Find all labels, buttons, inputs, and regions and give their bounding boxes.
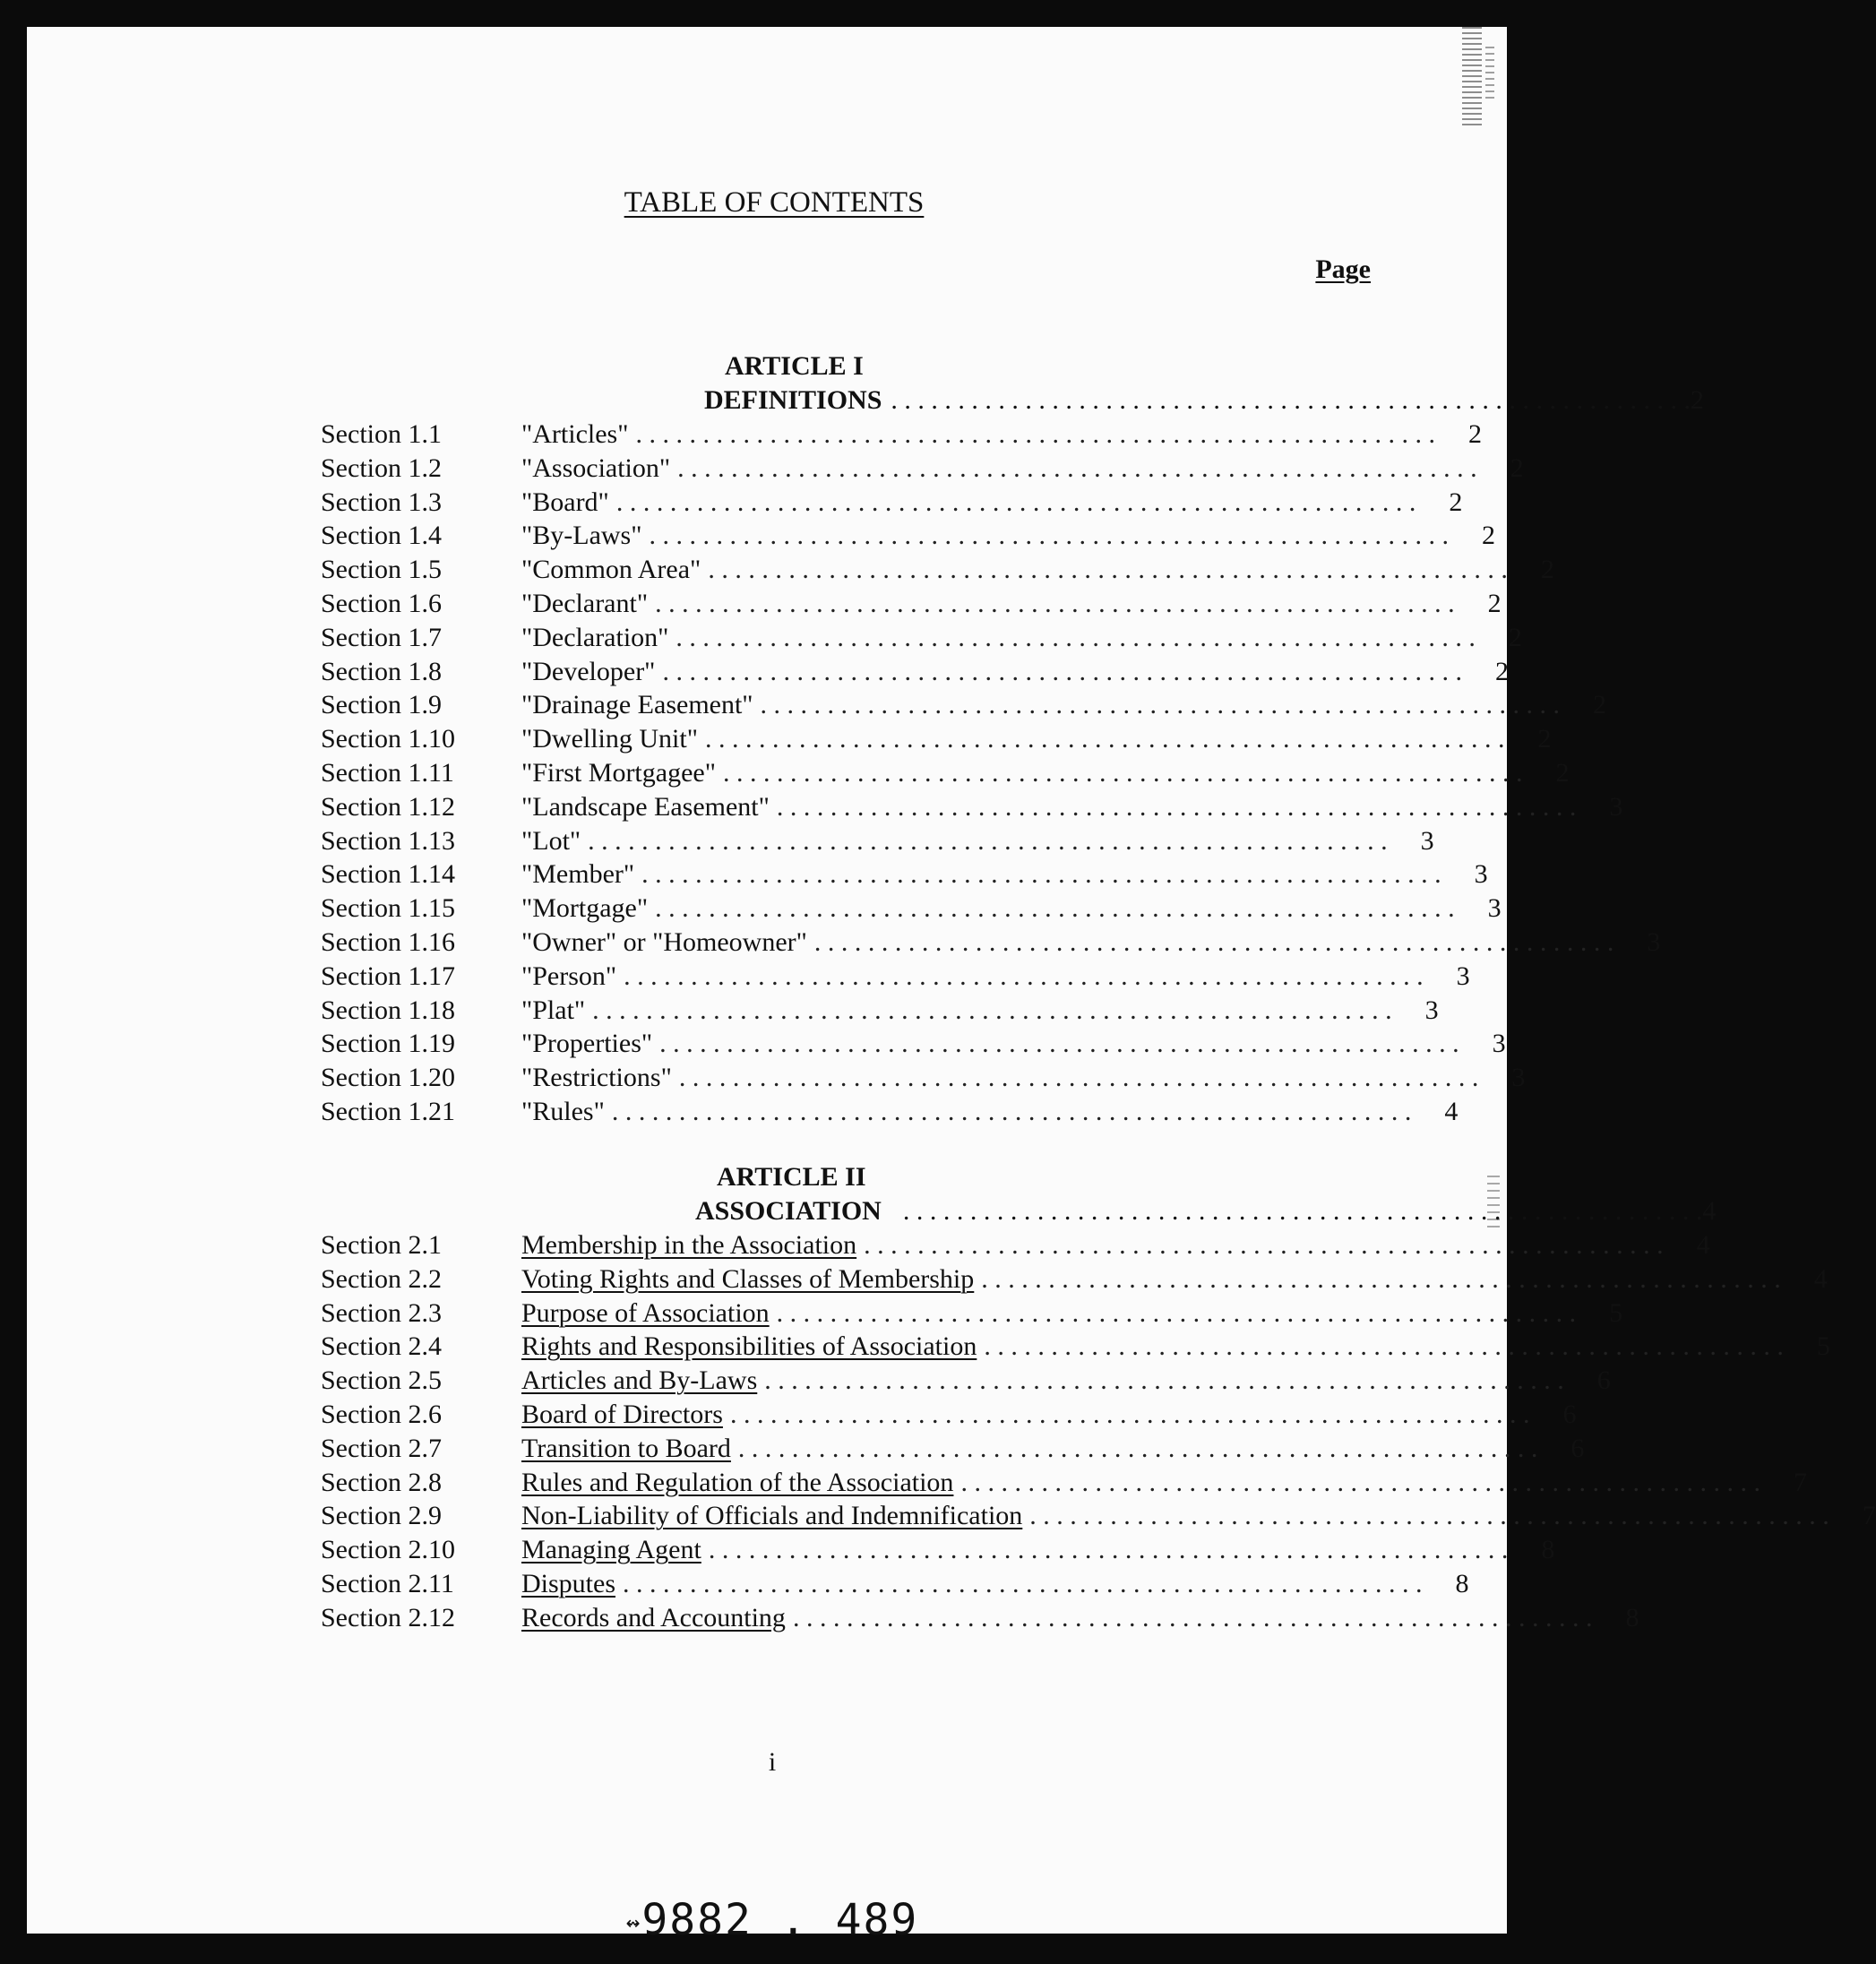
dot-leader: . . . . . . . . . . . . . . . . . . . . . . . . . . . . . . . . . . . . . . . . . . . . . . . . . . . . . . . . . . . . <box>659 1029 1459 1059</box>
article-page-number: 2 <box>1690 385 1704 415</box>
dot-leader: . . . . . . . . . . . . . . . . . . . . . . . . . . . . . . . . . . . . . . . . . . . . . . . . . . . . . . . . . . . . <box>792 1602 1593 1632</box>
section-title: "Declarant" <box>521 588 649 618</box>
section-number: Section 1.8 <box>321 656 442 686</box>
section-page-number: 2 <box>1555 757 1570 788</box>
section-title: "Lot" <box>521 825 581 856</box>
toc-entry <box>321 553 1554 587</box>
toc-entry <box>321 1228 1710 1262</box>
section-title: Disputes <box>521 1568 615 1598</box>
section-page-number: 3 <box>1609 791 1623 822</box>
section-title: "Member" <box>521 859 635 890</box>
dot-leader: . . . . . . . . . . . . . . . . . . . . . . . . . . . . . . . . . . . . . . . . . . . . . . . . . . . . . . . . . . . . <box>813 926 1614 957</box>
section-title: "By-Laws" <box>521 521 642 551</box>
toc-entry <box>321 926 1661 960</box>
toc-entry <box>321 1466 1807 1500</box>
dot-leader: . . . . . . . . . . . . . . . . . . . . . . . . . . . . . . . . . . . . . . . . . . . . . . . . . . . . . . . . . . . . <box>624 960 1424 991</box>
section-number: Section 2.11 <box>321 1568 454 1598</box>
section-number: Section 1.4 <box>321 521 442 551</box>
toc-entry <box>321 1027 1506 1061</box>
toc-entry <box>321 418 1482 452</box>
section-title: Purpose of Association <box>521 1297 770 1328</box>
toc-entry <box>321 1061 1526 1095</box>
dot-leader: . . . . . . . . . . . . . . . . . . . . . . . . . . . . . . . . . . . . . . . . . . . . . . . . . . . . . . . . . . . . <box>729 1399 1530 1429</box>
section-title: "Developer" <box>521 656 656 686</box>
section-page-number: 4 <box>1696 1230 1710 1260</box>
toc-entry <box>321 587 1502 621</box>
article-label: ARTICLE II <box>717 1162 866 1192</box>
article-title: DEFINITIONS <box>704 385 882 415</box>
dot-leader: . . . . . . . . . . . . . . . . . . . . . . . . . . . . . . . . . . . . . . . . . . . . . . . . . . . . . . . . . . . . <box>678 1063 1479 1093</box>
toc-entry <box>321 452 1524 486</box>
section-page-number: 2 <box>1467 419 1482 449</box>
section-number: Section 2.2 <box>321 1263 442 1294</box>
section-page-number: 2 <box>1537 724 1552 754</box>
dot-leader: . . . . . . . . . . . . . . . . . . . . . . . . . . . . . . . . . . . . . . . . . . . . . . . . . . . . . . . . . . . . <box>662 656 1462 686</box>
dot-leader: . . . . . . . . . . . . . . . . . . . . . . . . . . . . . . . . . . . . . . . . . . . . . . . . . . . . . . . . . . . . <box>592 995 1392 1025</box>
section-page-number: 3 <box>1492 1029 1506 1059</box>
section-number: Section 1.18 <box>321 995 455 1025</box>
section-page-number: 2 <box>1510 452 1524 483</box>
toc-entry <box>321 1601 1639 1635</box>
toc-entry <box>321 857 1488 892</box>
toc-entry <box>321 1499 1876 1533</box>
section-page-number: 6 <box>1562 1399 1577 1429</box>
dot-leader: . . . . . . . . . . . . . . . . . . . . . . . . . . . . . . . . . . . . . . . . . . . . . . . . . . . . . . . . . . . . <box>708 1535 1509 1565</box>
section-title: Membership in the Association <box>521 1230 857 1260</box>
section-page-number: 7 <box>1793 1467 1807 1497</box>
section-title: "First Mortgagee" <box>521 757 716 788</box>
toc-entry <box>321 1567 1469 1601</box>
dot-leader: . . . . . . . . . . . . . . . . . . . . . . . . . . . . . . . . . . . . . . . . . . . . . . . . . . . . . . . . . . . . <box>704 724 1505 754</box>
dot-leader: . . . . . . . . . . . . . . . . . . . . . . . . . . . . . . . . . . . . . . . . . . . . . . . . . . . . . . . . . . . . <box>902 1196 1703 1226</box>
toc-entry <box>321 790 1623 824</box>
dot-leader: . . . . . . . . . . . . . . . . . . . . . . . . . . . . . . . . . . . . . . . . . . . . . . . . . . . . . . . . . . . . <box>615 487 1416 517</box>
dot-leader: . . . . . . . . . . . . . . . . . . . . . . . . . . . . . . . . . . . . . . . . . . . . . . . . . . . . . . . . . . . . <box>676 622 1476 652</box>
section-number: Section 1.5 <box>321 555 442 585</box>
dot-leader: . . . . . . . . . . . . . . . . . . . . . . . . . . . . . . . . . . . . . . . . . . . . . . . . . . . . . . . . . . . . <box>764 1365 1564 1396</box>
section-number: Section 1.19 <box>321 1029 455 1059</box>
dot-leader: . . . . . . . . . . . . . . . . . . . . . . . . . . . . . . . . . . . . . . . . . . . . . . . . . . . . . . . . . . . . <box>611 1096 1412 1126</box>
dot-leader: . . . . . . . . . . . . . . . . . . . . . . . . . . . . . . . . . . . . . . . . . . . . . . . . . . . . . . . . . . . . <box>864 1230 1664 1260</box>
section-page-number: 4 <box>1813 1263 1828 1294</box>
section-title: "Board" <box>521 487 609 517</box>
section-title: "Properties" <box>521 1029 653 1059</box>
section-page-number: 5 <box>1609 1297 1623 1328</box>
toc-entry <box>321 1533 1555 1567</box>
section-title: Board of Directors <box>521 1399 723 1429</box>
dot-leader: . . . . . . . . . . . . . . . . . . . . . . . . . . . . . . . . . . . . . . . . . . . . . . . . . . . . . . . . . . . . <box>708 555 1508 585</box>
section-list <box>321 1228 1876 1635</box>
article-block <box>321 349 1704 1129</box>
article-title: ASSOCIATION <box>695 1196 882 1226</box>
page-column-label: Page <box>1315 254 1371 284</box>
section-number: Section 1.1 <box>321 419 442 449</box>
section-title: Records and Accounting <box>521 1602 786 1632</box>
stamp-number: 9882 . 489 <box>641 1895 919 1945</box>
toc-entry <box>321 722 1552 756</box>
toc-entry <box>321 892 1502 926</box>
document-stamp <box>32 1895 1512 1945</box>
section-title: Voting Rights and Classes of Membership <box>521 1263 975 1294</box>
section-page-number: 8 <box>1541 1535 1555 1565</box>
section-number: Section 1.13 <box>321 825 455 856</box>
section-title: Managing Agent <box>521 1535 701 1565</box>
dot-leader: . . . . . . . . . . . . . . . . . . . . . . . . . . . . . . . . . . . . . . . . . . . . . . . . . . . . . . . . . . . . <box>891 385 1691 415</box>
section-page-number: 2 <box>1508 622 1522 652</box>
section-number: Section 1.12 <box>321 791 455 822</box>
folio-page-number: i <box>768 1747 777 1777</box>
section-page-number: 5 <box>1816 1331 1830 1362</box>
section-number: Section 1.15 <box>321 893 455 924</box>
dot-leader: . . . . . . . . . . . . . . . . . . . . . . . . . . . . . . . . . . . . . . . . . . . . . . . . . . . . . . . . . . . . <box>981 1263 1781 1294</box>
scan-speck <box>1485 45 1494 99</box>
dot-leader: . . . . . . . . . . . . . . . . . . . . . . . . . . . . . . . . . . . . . . . . . . . . . . . . . . . . . . . . . . . . <box>1029 1501 1829 1531</box>
page-title: TABLE OF CONTENTS <box>624 186 925 219</box>
section-title: "Owner" or "Homeowner" <box>521 926 807 957</box>
article-label: ARTICLE I <box>725 351 864 381</box>
section-number: Section 2.7 <box>321 1433 442 1463</box>
section-page-number: 4 <box>1444 1096 1459 1126</box>
section-title: Non-Liability of Officials and Indemnification <box>521 1501 1023 1531</box>
section-number: Section 2.9 <box>321 1501 442 1531</box>
dot-leader: . . . . . . . . . . . . . . . . . . . . . . . . . . . . . . . . . . . . . . . . . . . . . . . . . . . . . . . . . . . . <box>641 859 1441 890</box>
section-number: Section 1.11 <box>321 757 454 788</box>
section-page-number: 3 <box>1487 893 1502 924</box>
section-number: Section 1.20 <box>321 1063 455 1093</box>
section-page-number: 8 <box>1455 1568 1469 1598</box>
section-title: Rules and Regulation of the Association <box>521 1467 954 1497</box>
section-number: Section 1.16 <box>321 926 455 957</box>
section-title: "Declaration" <box>521 622 669 652</box>
section-title: "Mortgage" <box>521 893 649 924</box>
toc-entry <box>321 1432 1585 1466</box>
dot-leader: . . . . . . . . . . . . . . . . . . . . . . . . . . . . . . . . . . . . . . . . . . . . . . . . . . . . . . . . . . . . <box>623 1568 1423 1598</box>
section-list <box>321 418 1661 1129</box>
section-page-number: 2 <box>1487 588 1502 618</box>
toc-entry <box>321 1364 1611 1398</box>
section-title: "Rules" <box>521 1096 605 1126</box>
section-title: "Common Area" <box>521 555 701 585</box>
section-number: Section 2.12 <box>321 1602 455 1632</box>
section-number: Section 1.17 <box>321 960 455 991</box>
dot-leader: . . . . . . . . . . . . . . . . . . . . . . . . . . . . . . . . . . . . . . . . . . . . . . . . . . . . . . . . . . . . <box>984 1331 1784 1362</box>
section-title: "Association" <box>521 452 671 483</box>
section-number: Section 1.3 <box>321 487 442 517</box>
section-page-number: 2 <box>1540 555 1554 585</box>
section-title: "Plat" <box>521 995 586 1025</box>
section-number: Section 1.6 <box>321 588 442 618</box>
toc-entry <box>321 1330 1830 1364</box>
dot-leader: . . . . . . . . . . . . . . . . . . . . . . . . . . . . . . . . . . . . . . . . . . . . . . . . . . . . . . . . . . . . <box>776 1297 1577 1328</box>
dot-leader: . . . . . . . . . . . . . . . . . . . . . . . . . . . . . . . . . . . . . . . . . . . . . . . . . . . . . . . . . . . . <box>737 1433 1538 1463</box>
dot-leader: . . . . . . . . . . . . . . . . . . . . . . . . . . . . . . . . . . . . . . . . . . . . . . . . . . . . . . . . . . . . <box>776 791 1577 822</box>
section-page-number: 2 <box>1494 656 1509 686</box>
toc-entry <box>321 519 1495 553</box>
section-page-number: 3 <box>1420 825 1434 856</box>
toc-entry <box>321 621 1522 655</box>
section-title: "Articles" <box>521 419 629 449</box>
section-title: "Dwelling Unit" <box>521 724 698 754</box>
section-number: Section 2.10 <box>321 1535 455 1565</box>
section-number: Section 2.8 <box>321 1467 442 1497</box>
section-page-number: 6 <box>1596 1365 1611 1396</box>
toc-entry <box>321 756 1570 790</box>
section-page-number: 3 <box>1511 1063 1526 1093</box>
toc-entry <box>321 655 1509 689</box>
toc-entry <box>321 1296 1623 1331</box>
article-heading-row <box>321 383 1704 418</box>
toc-entry <box>321 1095 1459 1129</box>
section-page-number: 8 <box>1625 1602 1639 1632</box>
toc-entry <box>321 688 1607 722</box>
section-page-number: 2 <box>1593 690 1607 720</box>
section-page-number: 3 <box>1647 926 1661 957</box>
dot-leader: . . . . . . . . . . . . . . . . . . . . . . . . . . . . . . . . . . . . . . . . . . . . . . . . . . . . . . . . . . . . <box>960 1467 1760 1497</box>
section-title: "Restrictions" <box>521 1063 672 1093</box>
section-number: Section 2.6 <box>321 1399 442 1429</box>
section-number: Section 2.5 <box>321 1365 442 1396</box>
section-number: Section 1.2 <box>321 452 442 483</box>
section-number: Section 1.9 <box>321 690 442 720</box>
section-page-number: 3 <box>1474 859 1488 890</box>
dot-leader: . . . . . . . . . . . . . . . . . . . . . . . . . . . . . . . . . . . . . . . . . . . . . . . . . . . . . . . . . . . . <box>722 757 1523 788</box>
section-page-number: 2 <box>1449 487 1463 517</box>
dot-leader: . . . . . . . . . . . . . . . . . . . . . . . . . . . . . . . . . . . . . . . . . . . . . . . . . . . . . . . . . . . . <box>635 419 1435 449</box>
toc-entry <box>321 1262 1828 1296</box>
section-title: "Person" <box>521 960 617 991</box>
toc-entry <box>321 1398 1577 1432</box>
section-title: Rights and Responsibilities of Association <box>521 1331 977 1362</box>
toc-entry <box>321 824 1434 858</box>
dot-leader: . . . . . . . . . . . . . . . . . . . . . . . . . . . . . . . . . . . . . . . . . . . . . . . . . . . . . . . . . . . . <box>760 690 1561 720</box>
section-page-number: 7 <box>1862 1501 1876 1531</box>
section-number: Section 2.1 <box>321 1230 442 1260</box>
dot-leader: . . . . . . . . . . . . . . . . . . . . . . . . . . . . . . . . . . . . . . . . . . . . . . . . . . . . . . . . . . . . <box>655 588 1455 618</box>
toc-entry <box>321 994 1439 1028</box>
section-page-number: 3 <box>1424 995 1439 1025</box>
section-number: Section 1.14 <box>321 859 455 890</box>
section-page-number: 2 <box>1481 521 1495 551</box>
section-number: Section 1.10 <box>321 724 455 754</box>
article-block <box>321 1160 1876 1635</box>
section-page-number: 3 <box>1456 960 1470 991</box>
dot-leader: . . . . . . . . . . . . . . . . . . . . . . . . . . . . . . . . . . . . . . . . . . . . . . . . . . . . . . . . . . . . <box>588 825 1388 856</box>
document-page <box>27 27 1876 1945</box>
section-title: Articles and By-Laws <box>521 1365 758 1396</box>
stamp-mark-icon: ↭ <box>625 1909 642 1936</box>
section-title: "Drainage Easement" <box>521 690 753 720</box>
section-number: Section 1.21 <box>321 1096 455 1126</box>
section-title: Transition to Board <box>521 1433 731 1463</box>
scan-speck <box>1462 27 1482 125</box>
section-number: Section 1.7 <box>321 622 442 652</box>
article-heading-row <box>321 1194 1717 1228</box>
dot-leader: . . . . . . . . . . . . . . . . . . . . . . . . . . . . . . . . . . . . . . . . . . . . . . . . . . . . . . . . . . . . <box>649 521 1449 551</box>
section-title: "Landscape Easement" <box>521 791 770 822</box>
toc-entry <box>321 486 1463 520</box>
toc-entry <box>321 960 1470 994</box>
article-page-number: 4 <box>1702 1196 1717 1226</box>
section-number: Section 2.3 <box>321 1297 442 1328</box>
dot-leader: . . . . . . . . . . . . . . . . . . . . . . . . . . . . . . . . . . . . . . . . . . . . . . . . . . . . . . . . . . . . <box>677 452 1477 483</box>
section-page-number: 6 <box>1571 1433 1585 1463</box>
section-number: Section 2.4 <box>321 1331 442 1362</box>
dot-leader: . . . . . . . . . . . . . . . . . . . . . . . . . . . . . . . . . . . . . . . . . . . . . . . . . . . . . . . . . . . . <box>655 893 1455 924</box>
